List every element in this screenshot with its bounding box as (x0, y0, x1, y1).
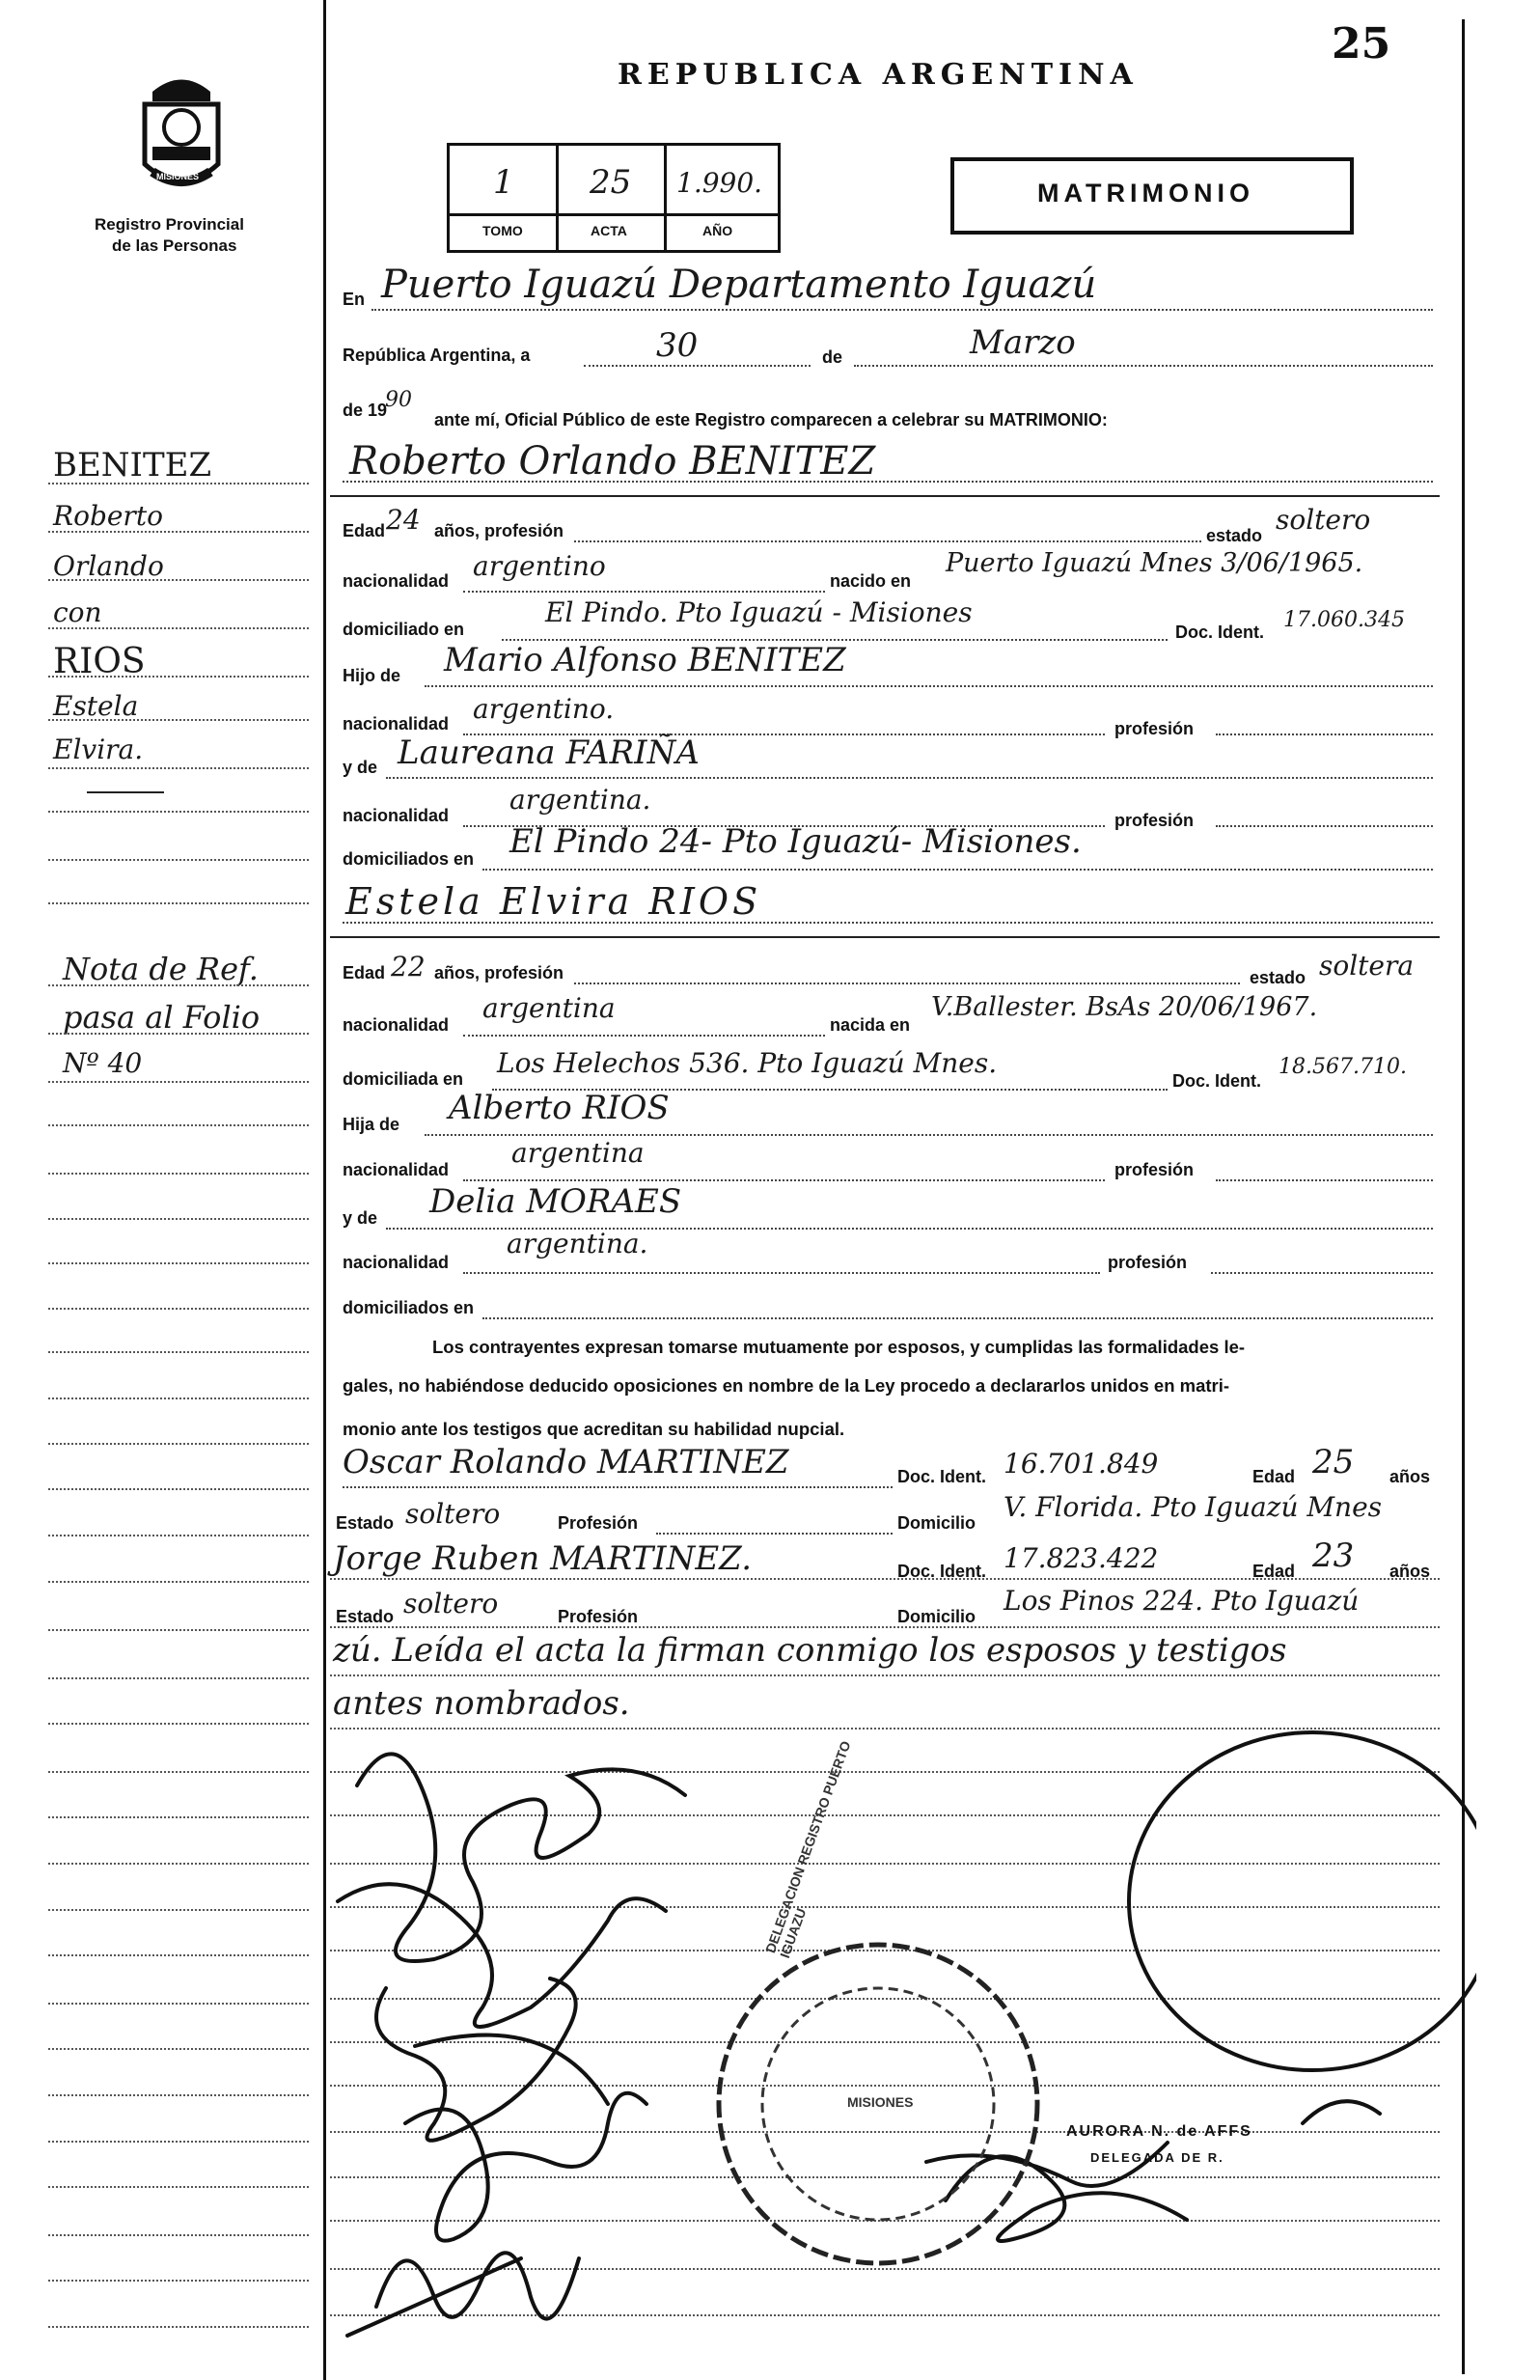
witness2-dom: Los Pinos 224. Pto Iguazú (1004, 1585, 1360, 1617)
witness1-age: 25 (1312, 1443, 1355, 1481)
ruled-line (48, 1081, 309, 1083)
label-nac-bride: nacionalidad (343, 1015, 450, 1035)
label-y-de-bride: y de (343, 1208, 378, 1228)
tomo-label: TOMO (482, 223, 523, 238)
label-nacido-en: nacido en (830, 571, 912, 591)
witness2-estado: soltero (403, 1588, 499, 1619)
groom-father: Mario Alfonso BENITEZ (444, 641, 846, 679)
label-doms-bride: domiciliados en (343, 1298, 475, 1317)
label-doc-groom: Doc. Ident. (1175, 623, 1265, 642)
ruled-line (48, 2003, 309, 2005)
bride-age: 22 (391, 951, 426, 982)
stamp-line2: DELEGADA DE R. (1090, 2150, 1224, 2165)
groom-mother-nac: argentina. (509, 784, 651, 816)
ruled-line (48, 1488, 309, 1490)
groom-dom: El Pindo. Pto Iguazú - Misiones (545, 596, 973, 628)
label-prof-bmother: profesión (1108, 1253, 1188, 1272)
ruled-line (48, 902, 309, 904)
label-dom-bride: domiciliada en (343, 1069, 464, 1089)
bride-father: Alberto RIOS (449, 1089, 670, 1127)
label-prof-mother: profesión (1114, 811, 1195, 830)
place-en: Puerto Iguazú Departamento Iguazú (381, 263, 1097, 307)
witness1-estado: soltero (405, 1498, 501, 1530)
groom-mother: Laureana FARIÑA (398, 733, 700, 772)
label-y-de-groom: y de (343, 758, 378, 777)
ruled-line (48, 1351, 309, 1353)
ruled-line (48, 719, 309, 721)
ruled-line (48, 1218, 309, 1220)
ruled-line (48, 531, 309, 533)
tomo-value: 1 (493, 163, 514, 202)
witness1-dom: V. Florida. Pto Iguazú Mnes (1004, 1491, 1383, 1523)
ruled-line (48, 2094, 309, 2096)
bride-nac: argentina (482, 992, 616, 1024)
label-edad-w1: Edad (1252, 1467, 1296, 1486)
label-doc-w2: Doc. Ident. (897, 1562, 987, 1581)
label-nac-bmother: nacionalidad (343, 1253, 450, 1272)
label-estado-w1: Estado (336, 1513, 395, 1533)
label-prof-bfather: profesión (1114, 1160, 1195, 1179)
year-value: 90 (385, 388, 412, 412)
label-anos-w1: años (1389, 1467, 1431, 1486)
ruled-line (48, 2234, 309, 2236)
groom-parents-dom: El Pindo 24- Pto Iguazú- Misiones. (509, 822, 1082, 861)
witness1-doc: 16.701.849 (1004, 1448, 1159, 1480)
label-doc-bride: Doc. Ident. (1172, 1071, 1262, 1091)
note-ref-2: Nº 40 (63, 1047, 143, 1079)
paragraph-line3: monio ante los testigos que acreditan su habilidad nupcial. (343, 1419, 845, 1439)
ruled-line (48, 984, 309, 986)
ruled-line (48, 1443, 309, 1445)
label-hijo: Hijo de (343, 666, 401, 685)
acta-value: 25 (590, 163, 632, 202)
label-comparecen: ante mí, Oficial Público de este Registro comparecen a celebrar su MATRIMONIO: (434, 410, 1108, 429)
label-doms-groom: domiciliados en (343, 849, 475, 869)
ruled-line (48, 1629, 309, 1631)
margin-note-2: Orlando (53, 550, 164, 582)
ruled-line (48, 1909, 309, 1911)
ruled-line (330, 1626, 1440, 1628)
page-number: 25 (1332, 19, 1391, 69)
ruled-line (48, 811, 309, 813)
paragraph-line1: Los contrayentes expresan tomarse mutuamente por esposos, y cumplidas las formalidades le- (432, 1337, 1246, 1357)
record-box (447, 143, 781, 253)
margin-note-1: Roberto (53, 500, 163, 532)
label-edad-bride: Edad (343, 963, 386, 982)
label-nac-groom: nacionalidad (343, 571, 450, 591)
bride-mother: Delia MORAES (429, 1182, 682, 1221)
ruled-line (48, 1723, 309, 1725)
bride-doc: 18.567.710. (1279, 1055, 1407, 1079)
month-value: Marzo (970, 323, 1076, 362)
ruled-line (48, 1033, 309, 1035)
witness1-name: Oscar Rolando MARTINEZ (343, 1443, 789, 1481)
closing-line2: antes nombrados. (333, 1684, 630, 1723)
witness2-doc: 17.823.422 (1004, 1542, 1159, 1574)
ano-value: 1.990. (676, 167, 763, 199)
ruled-line (48, 1581, 309, 1583)
stamp-line1: AURORA N. de AFFS (1066, 2123, 1252, 2140)
ruled-line (48, 1398, 309, 1399)
seal-text: MISIONES (156, 172, 200, 181)
margin-note-6: Elvira. (53, 733, 144, 765)
note-ref-1: pasa al Folio (63, 999, 261, 1036)
witness2-name: Jorge Ruben MARTINEZ. (333, 1539, 753, 1578)
ruled-line (48, 1173, 309, 1175)
label-nac-bfather: nacionalidad (343, 1160, 450, 1179)
ruled-line (48, 2048, 309, 2050)
label-en: En (343, 290, 366, 309)
groom-born: Puerto Iguazú Mnes 3/06/1965. (946, 548, 1363, 578)
ruled-line (48, 1677, 309, 1679)
bride-estado: soltera (1319, 950, 1415, 982)
label-doc-w1: Doc. Ident. (897, 1467, 987, 1486)
bride-name: Estela Elvira RIOS (345, 880, 762, 923)
closing-line1: zú. Leída el acta la firman conmigo los esposos y testigos (333, 1631, 1287, 1670)
matrimonio-title: MATRIMONIO (1037, 179, 1254, 208)
label-nacida-en: nacida en (830, 1015, 911, 1035)
ruled-line (48, 1771, 309, 1773)
label-estado-w2: Estado (336, 1607, 395, 1626)
bride-father-nac: argentina (511, 1137, 645, 1169)
margin-note-3: con (53, 596, 102, 628)
day-value: 30 (656, 326, 699, 365)
acta-label: ACTA (591, 223, 627, 238)
label-nac-father: nacionalidad (343, 714, 450, 733)
ruled-line (330, 1578, 1440, 1580)
label-anos-w2: años (1389, 1562, 1431, 1581)
label-domicilio-w1: Domicilio (897, 1513, 976, 1533)
signatures (318, 1718, 1476, 2374)
ruled-line (48, 2141, 309, 2143)
label-dom-groom: domiciliado en (343, 620, 465, 639)
label-prof-w2: Profesión (558, 1607, 639, 1626)
ruled-line (48, 1535, 309, 1536)
label-domicilio-w2: Domicilio (897, 1607, 976, 1626)
ruled-line (48, 1262, 309, 1264)
label-anos-prof-groom: años, profesión (434, 521, 564, 540)
ruled-line (48, 1308, 309, 1310)
coat-of-arms (124, 68, 239, 203)
ruled-line (48, 579, 309, 581)
ruled-line (48, 1124, 309, 1126)
groom-age: 24 (386, 504, 421, 536)
ruled-line (48, 2186, 309, 2188)
ano-label: AÑO (702, 223, 733, 238)
witness2-age: 23 (1312, 1536, 1355, 1575)
label-hija: Hija de (343, 1115, 400, 1134)
ruled-line (48, 1954, 309, 1956)
ruled-line (48, 483, 309, 484)
label-estado-bride: estado (1250, 968, 1306, 987)
seal-inner-text: MISIONES (847, 2094, 914, 2110)
bride-mother-nac: argentina. (507, 1228, 648, 1259)
groom-doc: 17.060.345 (1283, 608, 1405, 632)
ruled-line (48, 2280, 309, 2282)
margin-note-dash (87, 791, 164, 793)
label-republica: República Argentina, a (343, 346, 531, 365)
paragraph-line2: gales, no habiéndose deducido oposiciones en nombre de la Ley procedo a declararlos unidos en matri- (343, 1375, 1230, 1396)
country-title: REPUBLICA ARGENTINA (618, 58, 1139, 92)
label-prof-father: profesión (1114, 719, 1195, 738)
groom-estado: soltero (1276, 504, 1371, 536)
label-de-year: de 19 (343, 401, 388, 420)
bride-born: V.Ballester. BsAs 20/06/1967. (931, 992, 1318, 1022)
bride-dom: Los Helechos 536. Pto Iguazú Mnes. (497, 1047, 998, 1079)
ruled-line (48, 767, 309, 769)
label-prof-w1: Profesión (558, 1513, 639, 1533)
margin-note-0: BENITEZ (53, 446, 212, 484)
label-edad-groom: Edad (343, 521, 386, 540)
groom-name: Roberto Orlando BENITEZ (349, 439, 876, 484)
label-de-month: de (822, 347, 843, 367)
label-edad-w2: Edad (1252, 1562, 1296, 1581)
ruled-line (48, 1816, 309, 1818)
ruled-line (48, 1863, 309, 1865)
registry-line1: Registro Provincial (95, 215, 244, 234)
groom-nac: argentino (473, 550, 606, 582)
ruled-line (48, 627, 309, 629)
label-estado-groom: estado (1206, 526, 1263, 545)
ruled-line (48, 859, 309, 861)
label-nac-mother: nacionalidad (343, 806, 450, 825)
ruled-line (48, 676, 309, 678)
margin-note-5: Estela (53, 690, 139, 722)
ruled-line (330, 1674, 1440, 1676)
ruled-line (48, 2326, 309, 2328)
margin-note-4: RIOS (53, 642, 146, 681)
note-ref-0: Nota de Ref. (63, 951, 259, 987)
groom-father-nac: argentino. (473, 693, 615, 725)
label-anos-prof-bride: años, profesión (434, 963, 564, 982)
registry-line2: de las Personas (112, 236, 237, 255)
seal-outer-text: DELEGACION REGISTRO PUERTO IGUAZU (762, 1738, 854, 1960)
